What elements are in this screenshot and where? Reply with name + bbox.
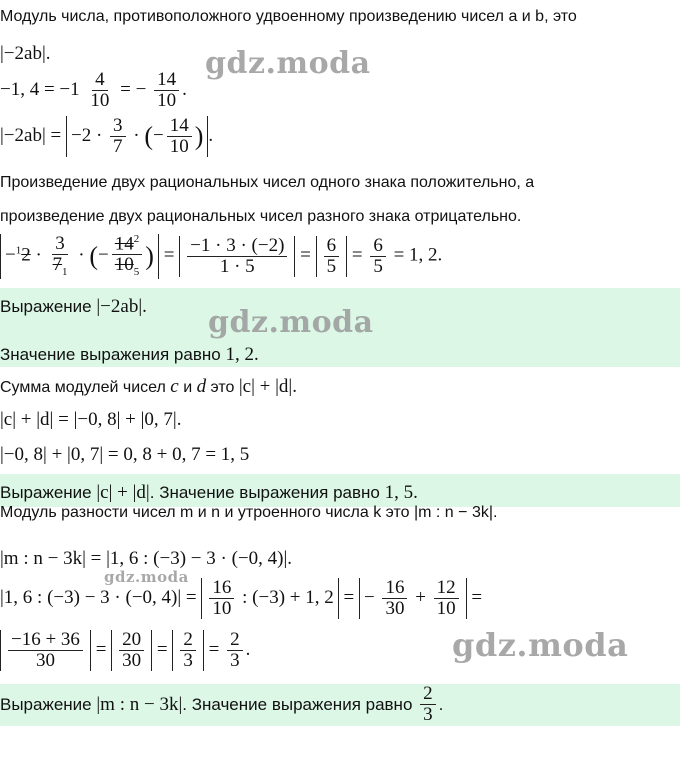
numerator: 2	[180, 630, 196, 651]
subst-fraction-1	[110, 116, 126, 157]
numerator-value: 14	[114, 233, 134, 255]
numerator: 16	[209, 578, 234, 599]
intro-this: это	[210, 379, 235, 396]
block3-intro: Модуль разности чисел m и n и утроенного числа k это |m : n − 3k|.	[0, 504, 498, 521]
line2-fraction-2	[382, 578, 407, 619]
block1-answer-value	[0, 345, 259, 364]
calc-eq3: =	[351, 244, 363, 266]
line3-eq3: =	[208, 638, 220, 660]
block1-calculation	[0, 234, 442, 279]
block1-substitution: |−2ab| = −2 · $\frac{3}{7}$ · (− $\frac{14}{10}$ ) .	[0, 115, 214, 157]
line2-eq: =	[343, 586, 355, 608]
calc-fraction-2	[112, 234, 143, 279]
paren-open: (	[89, 241, 99, 271]
answer-mid: . Значение выражения равно	[182, 694, 413, 714]
watermark-logo: gdz.moda	[104, 568, 189, 586]
numerator: 14	[154, 70, 179, 91]
block3-line-1: |m : n − 3k| = |1, 6 : (−3) − 3 · (−0, 4)|.	[0, 548, 293, 569]
denominator: 10	[436, 597, 456, 619]
watermark-logo: gdz.moda	[205, 46, 371, 81]
denominator: 30	[35, 649, 55, 671]
denominator-value: 10	[114, 254, 134, 276]
subst-f2-pre: −	[153, 124, 164, 146]
abs-bars	[201, 578, 338, 619]
line2-end: =	[471, 586, 483, 608]
block2-intro	[0, 377, 297, 396]
line3-eq2: =	[156, 638, 168, 660]
line3-fraction-4	[227, 630, 243, 671]
calc-fraction-5	[370, 236, 386, 277]
conv-eq: = −	[120, 78, 147, 100]
answer-expr: |m : n − 3k|	[96, 693, 183, 715]
numerator: 16	[382, 578, 407, 599]
intro-expr: |c| + |d|.	[238, 376, 297, 397]
answer-fraction	[420, 684, 436, 725]
intro-label: Сумма модулей чисел	[0, 379, 166, 396]
numerator: 2	[420, 684, 436, 705]
numerator: 14	[167, 116, 192, 137]
abs-bars	[359, 578, 467, 619]
calc-eq2: =	[300, 244, 311, 266]
numerator: 12	[434, 578, 459, 599]
block3-answer	[0, 684, 443, 725]
abs-bars	[316, 236, 348, 277]
denominator: 5	[373, 255, 383, 277]
denominator: 10	[157, 89, 177, 111]
subst-fraction-2	[167, 116, 192, 157]
line2-mid: : (−3) + 1, 2	[242, 586, 334, 608]
block2-answer	[0, 483, 418, 502]
denominator: 3	[183, 649, 193, 671]
numerator: 3	[110, 116, 126, 137]
conv-fraction-2	[154, 70, 179, 111]
calc-fraction-1	[50, 234, 71, 278]
numerator: 2	[227, 630, 243, 651]
watermark-logo: gdz.moda	[208, 305, 374, 340]
numerator: 4	[92, 70, 108, 91]
denominator: 30	[122, 649, 142, 671]
subst-left: |−2ab| =	[0, 124, 62, 146]
denominator-sub: 1	[62, 265, 68, 278]
denominator-value: 7	[52, 254, 63, 276]
paren-close: )	[194, 121, 204, 151]
intro-d: d	[196, 376, 207, 397]
block1-rule-line-2: произведение двух рациональных чисел разного знака отрицательно.	[0, 208, 522, 225]
numerator: 6	[370, 236, 386, 257]
abs-bars	[66, 116, 208, 157]
line3-fraction-2	[119, 630, 144, 671]
conv-fraction-1	[87, 70, 112, 111]
numerator: 3	[52, 234, 68, 255]
block1-expr: |−2ab|.	[0, 43, 51, 64]
answer-expr: |c| + |d|	[96, 482, 150, 503]
conv-left: −1, 4 = −1	[0, 78, 80, 100]
answer-expr: |−2ab|.	[96, 296, 147, 317]
line2-left: |1, 6 : (−3) − 3 · (−0, 4)| =	[0, 586, 197, 608]
block3-line-3	[0, 630, 250, 671]
calc-eq1: =	[163, 244, 175, 266]
subst-dot: ·	[133, 124, 140, 146]
block3-line-2	[0, 578, 482, 619]
numerator: −1 · 3 · (−2)	[187, 236, 287, 257]
intro-and: и	[183, 379, 193, 396]
denominator: 10	[169, 135, 189, 157]
block2-line-2: |−0, 8| + |0, 7| = 0, 8 + 0, 7 = 1, 5	[0, 444, 250, 465]
denominator	[112, 255, 143, 278]
denominator: 3	[423, 703, 433, 725]
denominator: 10	[212, 597, 232, 619]
block2-line-1: |c| + |d| = |−0, 8| + |0, 7|.	[0, 409, 182, 430]
answer-label: Выражение	[0, 694, 92, 714]
denominator: 3	[230, 649, 240, 671]
numerator: 6	[324, 236, 340, 257]
line3-end: .	[245, 638, 251, 660]
denominator-sub: 5	[133, 266, 140, 279]
answer-label: Выражение	[0, 297, 92, 316]
abs-bars	[172, 630, 204, 671]
answer-value: 1, 5.	[384, 482, 418, 503]
numerator	[112, 234, 143, 255]
calc-fraction-3	[187, 236, 287, 277]
calc-f2-pre: −	[98, 244, 109, 266]
calc-end: = 1, 2.	[393, 244, 443, 266]
line2-fraction-3	[434, 578, 459, 619]
abs-bars: −$^1$2 · $\frac{3}{7_1}$ · (− $\frac{14^2}{10_5}$ )	[0, 234, 159, 279]
watermark-logo: gdz.moda	[452, 626, 629, 664]
line3-fraction-1	[8, 630, 83, 671]
answer-value: 1, 2.	[225, 344, 259, 365]
calc-a-sup: 1	[15, 244, 22, 257]
denominator: 5	[326, 255, 337, 277]
answer-end: .	[438, 694, 444, 714]
numerator-sup: 2	[133, 233, 140, 245]
line3-fraction-3	[180, 630, 196, 671]
block1-intro: Модуль числа, противоположного удвоенному произведению чисел a и b, это	[0, 8, 577, 25]
denominator: 10	[90, 89, 110, 111]
denominator: 7	[113, 135, 123, 157]
subst-a: −2 ·	[70, 124, 103, 146]
numerator: −16 + 36	[8, 630, 83, 651]
abs-bars	[0, 630, 91, 671]
answer-value-label: Значение выражения равно	[0, 345, 221, 364]
denominator: 1 · 5	[219, 255, 255, 277]
line2-minus: −	[363, 586, 375, 608]
numerator: 20	[119, 630, 144, 651]
denominator: 30	[385, 597, 405, 619]
abs-bars	[111, 630, 152, 671]
calc-a-num: 2	[21, 244, 31, 266]
abs-bars	[179, 236, 295, 277]
answer-mid: . Значение выражения равно	[149, 483, 380, 502]
paren-open: (	[144, 121, 154, 151]
line3-eq1: =	[95, 638, 107, 660]
intro-c: c	[170, 376, 179, 397]
conv-end: .	[182, 78, 187, 100]
line2-fraction-1	[209, 578, 234, 619]
block1-answer-expression	[0, 297, 147, 316]
answer-label: Выражение	[0, 483, 92, 502]
paren-close: )	[145, 241, 154, 271]
block1-rule-line-1: Произведение двух рациональных чисел одного знака положительно, а	[0, 174, 535, 191]
line2-plus: +	[415, 586, 426, 608]
denominator	[50, 255, 71, 278]
calc-fraction-4	[324, 236, 340, 277]
block1-conversion	[0, 70, 187, 111]
calc-a: −	[5, 244, 16, 266]
